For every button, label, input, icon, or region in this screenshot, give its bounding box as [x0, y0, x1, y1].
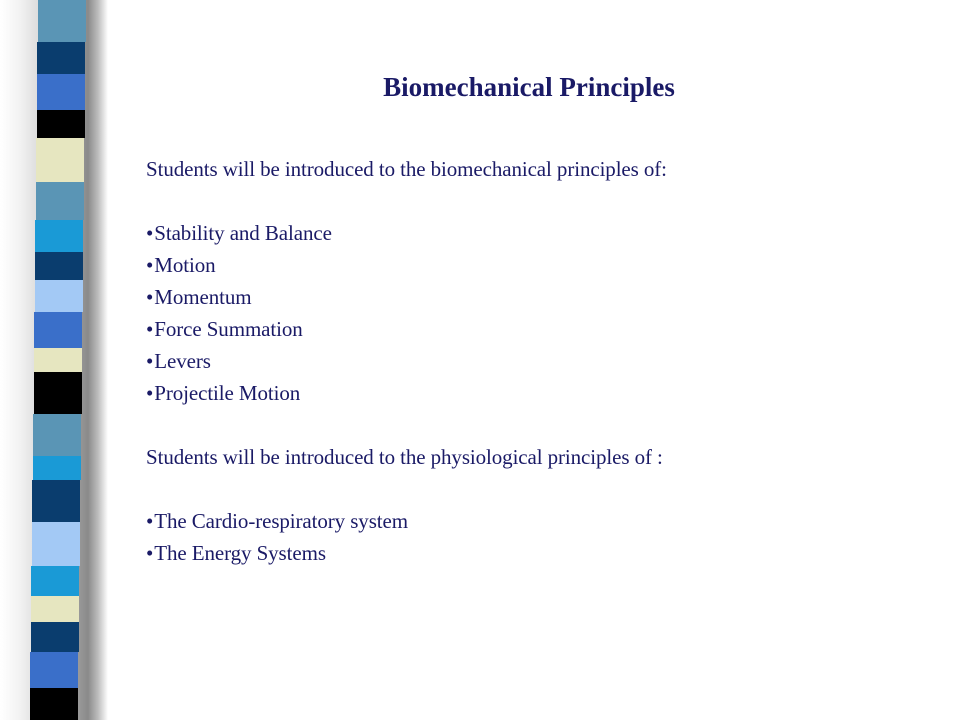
bullet-item-momentum: [146, 285, 251, 310]
decoration-block: [38, 0, 86, 16]
decoration-block: [33, 414, 81, 456]
bullet-icon: •: [146, 381, 154, 405]
bullet-item-force-summation: [146, 317, 303, 342]
decoration-block: [36, 138, 84, 182]
bullet-icon: •: [146, 349, 154, 373]
decoration-block: [37, 42, 85, 74]
decoration-block: [31, 622, 79, 652]
bullet-icon: •: [146, 253, 154, 277]
decoration-block: [35, 252, 83, 280]
decoration-block: [30, 652, 78, 688]
decoration-block: [35, 220, 83, 252]
decoration-block: [36, 182, 84, 220]
decoration-block: [32, 522, 80, 566]
bullet-item-label: Levers: [154, 349, 211, 373]
decoration-block: [34, 312, 82, 348]
bullet-item-levers: [146, 349, 211, 374]
bullet-item-label: Force Summation: [154, 317, 303, 341]
decoration-block: [34, 348, 82, 372]
bullet-item-label: The Energy Systems: [154, 541, 326, 565]
bullet-item-label: Projectile Motion: [154, 381, 301, 405]
bullet-item-projectile-motion: [146, 381, 300, 406]
decoration-block: [33, 456, 81, 480]
bullet-icon: •: [146, 285, 154, 309]
bullet-icon: •: [146, 221, 154, 245]
bullet-item-stability: [146, 221, 332, 246]
decoration-block: [32, 480, 80, 522]
bullet-icon: •: [146, 541, 154, 565]
decoration-block: [31, 596, 79, 622]
bullet-item-cardio: [146, 509, 408, 534]
bullet-item-label: Momentum: [154, 285, 252, 309]
intro-physiological: Students will be introduced to the physiological principles of :: [146, 445, 663, 469]
bullet-item-motion: [146, 253, 216, 278]
decoration-block: [30, 688, 78, 720]
decoration-block: [31, 566, 79, 596]
intro-biomechanical: Students will be introduced to the biomechanical principles of:: [146, 157, 667, 181]
bullet-icon: •: [146, 509, 154, 533]
decoration-block: [34, 372, 82, 414]
slide-title: Biomechanical Principles: [383, 72, 675, 102]
decoration-block: [37, 110, 85, 138]
bullet-item-label: Stability and Balance: [154, 221, 332, 245]
bullet-item-energy-systems: [146, 541, 326, 566]
decoration-block: [38, 16, 86, 42]
bullet-item-label: Motion: [154, 253, 216, 277]
bullet-item-label: The Cardio-respiratory system: [154, 509, 408, 533]
decoration-block: [35, 280, 83, 312]
bullet-icon: •: [146, 317, 154, 341]
